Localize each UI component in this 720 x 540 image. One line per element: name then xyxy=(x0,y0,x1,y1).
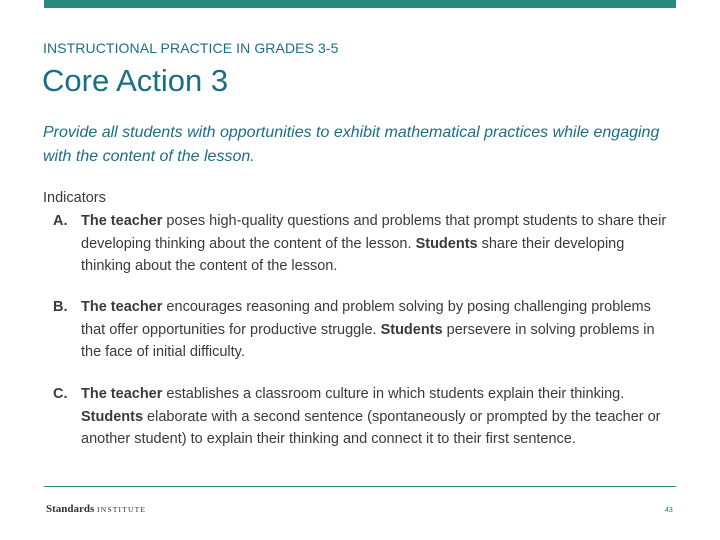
teacher-label: The teacher xyxy=(81,213,163,229)
page-subtitle: Provide all students with opportunities to exhibit mathematical practices while engaging with the content of the lesson. xyxy=(43,124,660,165)
indicator-letter: C. xyxy=(53,386,68,402)
indicator-body xyxy=(81,383,678,451)
indicators-heading: Indicators xyxy=(43,190,106,206)
students-text: persevere in solving problems in the face of initial difficulty. xyxy=(81,321,655,360)
teacher-text: encourages reasoning and problem solving by posing challenging problems that offer opportunities for productive struggle. xyxy=(81,299,651,338)
teacher-text: poses high-quality questions and problems that prompt students to share their developing thinking about the content of the lesson. xyxy=(81,213,667,252)
teacher-label: The teacher xyxy=(81,299,163,315)
page-title: Core Action 3 xyxy=(42,63,229,98)
indicator-letter: B. xyxy=(53,299,68,315)
indicator-body xyxy=(81,210,678,278)
indicator-c xyxy=(53,383,678,451)
section-kicker: INSTRUCTIONAL PRACTICE IN GRADES 3-5 xyxy=(43,40,339,56)
indicator-a xyxy=(53,210,678,278)
logo-primary-text: Standards xyxy=(46,503,95,515)
teacher-label: The teacher xyxy=(81,386,163,402)
students-label: Students xyxy=(380,321,443,338)
indicator-b xyxy=(53,296,678,364)
students-label: Students xyxy=(415,235,478,252)
footer-divider xyxy=(44,486,676,487)
top-accent-bar xyxy=(44,0,676,8)
students-text: elaborate with a second sentence (spontaneously or prompted by the teacher or another student) to explain their thinking and connect it to their first sentence. xyxy=(81,408,661,447)
standards-institute-logo xyxy=(46,503,146,515)
logo-secondary-text: INSTITUTE xyxy=(97,505,147,514)
page-number: 43 xyxy=(665,507,673,514)
students-text: share their developing thinking about the content of the lesson. xyxy=(81,235,625,274)
students-label: Students xyxy=(81,408,144,425)
teacher-text: establishes a classroom culture in which students explain their thinking. xyxy=(162,386,625,402)
indicator-body xyxy=(81,296,678,364)
indicator-letter: A. xyxy=(53,213,68,229)
